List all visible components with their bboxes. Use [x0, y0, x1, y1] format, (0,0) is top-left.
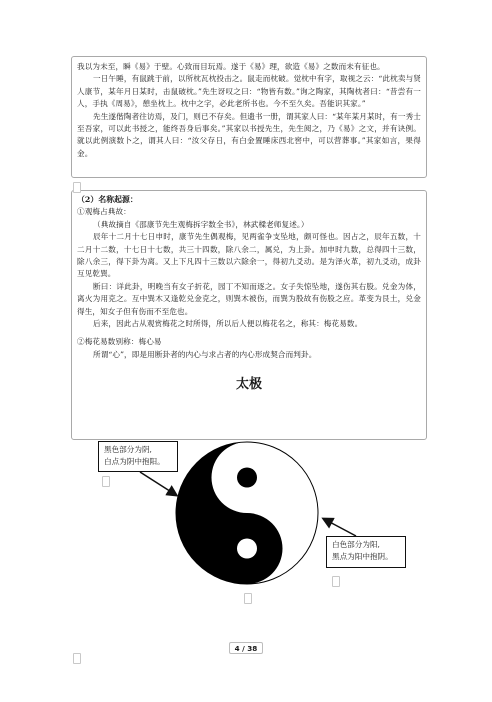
- callout-line: 黑色部分为阴,: [104, 445, 152, 454]
- paragraph: 我以为未至，瞬《易》于壁。心致而目玩焉。遂于《易》理，欲造《易》之数而未有征也。: [77, 62, 385, 71]
- source-note: （典故摘自《邵康节先生观梅拆字数全书》，林武樑老师复述。）: [93, 219, 309, 229]
- section-title: （2）名称起源：: [77, 195, 138, 204]
- callout-line: 白点为阴中抱阳。: [104, 457, 165, 466]
- arrow-left-callout: [140, 472, 176, 495]
- paragraph: 辰年十二月十七日申时，康节先生偶观梅，见两雀争支坠地，颇可怪也。因占之，辰年五数，十二月十二数，十七日十七数，共三十四数，除八余二，属兑，为上卦。加申时九数，总得四十三数，除八余三，得下卦为离。又上下凡四十三数以六除余一，得初九爻动。是为泽火革，初九爻动，成卦互见乾巽。: [77, 232, 421, 279]
- diagram-title: 太极: [235, 377, 262, 393]
- callout-yang: [326, 536, 406, 568]
- callout-line: 白色部分为阳,: [332, 540, 380, 549]
- page-number: 4 / 38: [229, 642, 263, 654]
- callout-yin: [98, 441, 178, 472]
- callout-line: 黑点为阳中抱阴。: [332, 552, 393, 561]
- paragraph: 一日午睡，有鼠跳于前，以所枕瓦枕投击之。鼠走而枕破。觉枕中有字，取视之云：“此枕卖与贤人康节，某年月日某时，击鼠破枕。”先生讶叹之曰：“物皆有数。”询之陶家，其陶枕者曰：“昔尝有一人，手执《周易》，憩坐枕上。枕中之字，必此老所书也。今不至久矣。吾能识其家。”: [77, 74, 421, 109]
- item-title: ①观梅占典故：: [77, 207, 131, 217]
- yin-yang-symbol: [176, 442, 318, 584]
- yang-dot-in-yin: [237, 539, 257, 559]
- paragraph: 先生遂偕陶者往访焉，及门，则已不存矣。但遗书一册，谓其家人曰：“某年某月某时，有一秀士至吾家，可以此书授之，能终吾身后事矣。”其家以书授先生，先生阅之，乃《易》之文，并有诀例。就以此例演数卜之，谓其人曰：“汝父存日，有白金置睡床西北窖中，可以营葬事。”其家如言，果得金。: [77, 111, 421, 158]
- yin-dot-in-yang: [237, 468, 257, 488]
- arrow-right-callout: [324, 519, 356, 536]
- paragraph: 所谓“心”，即是用断卦者的内心与求占者的内心形成契合而判卦。: [93, 349, 317, 359]
- paragraph: 后来，因此占从观赏梅花之时所得，所以后人便以梅花名之，称其：梅花易数。: [93, 319, 363, 329]
- paragraph: 断曰：详此卦，明晚当有女子折花，园丁不知而逐之。女子失惊坠地，遂伤其右股。兑金为体，离火为用克之。互中巽木又逢乾兑金克之，则巽木被伤，而巽为股故有伤股之应。革变为艮土，兑金得生，知女子但有伤而不至危也。: [77, 281, 421, 316]
- item-title: ②梅花易数别称：梅心易: [77, 337, 162, 347]
